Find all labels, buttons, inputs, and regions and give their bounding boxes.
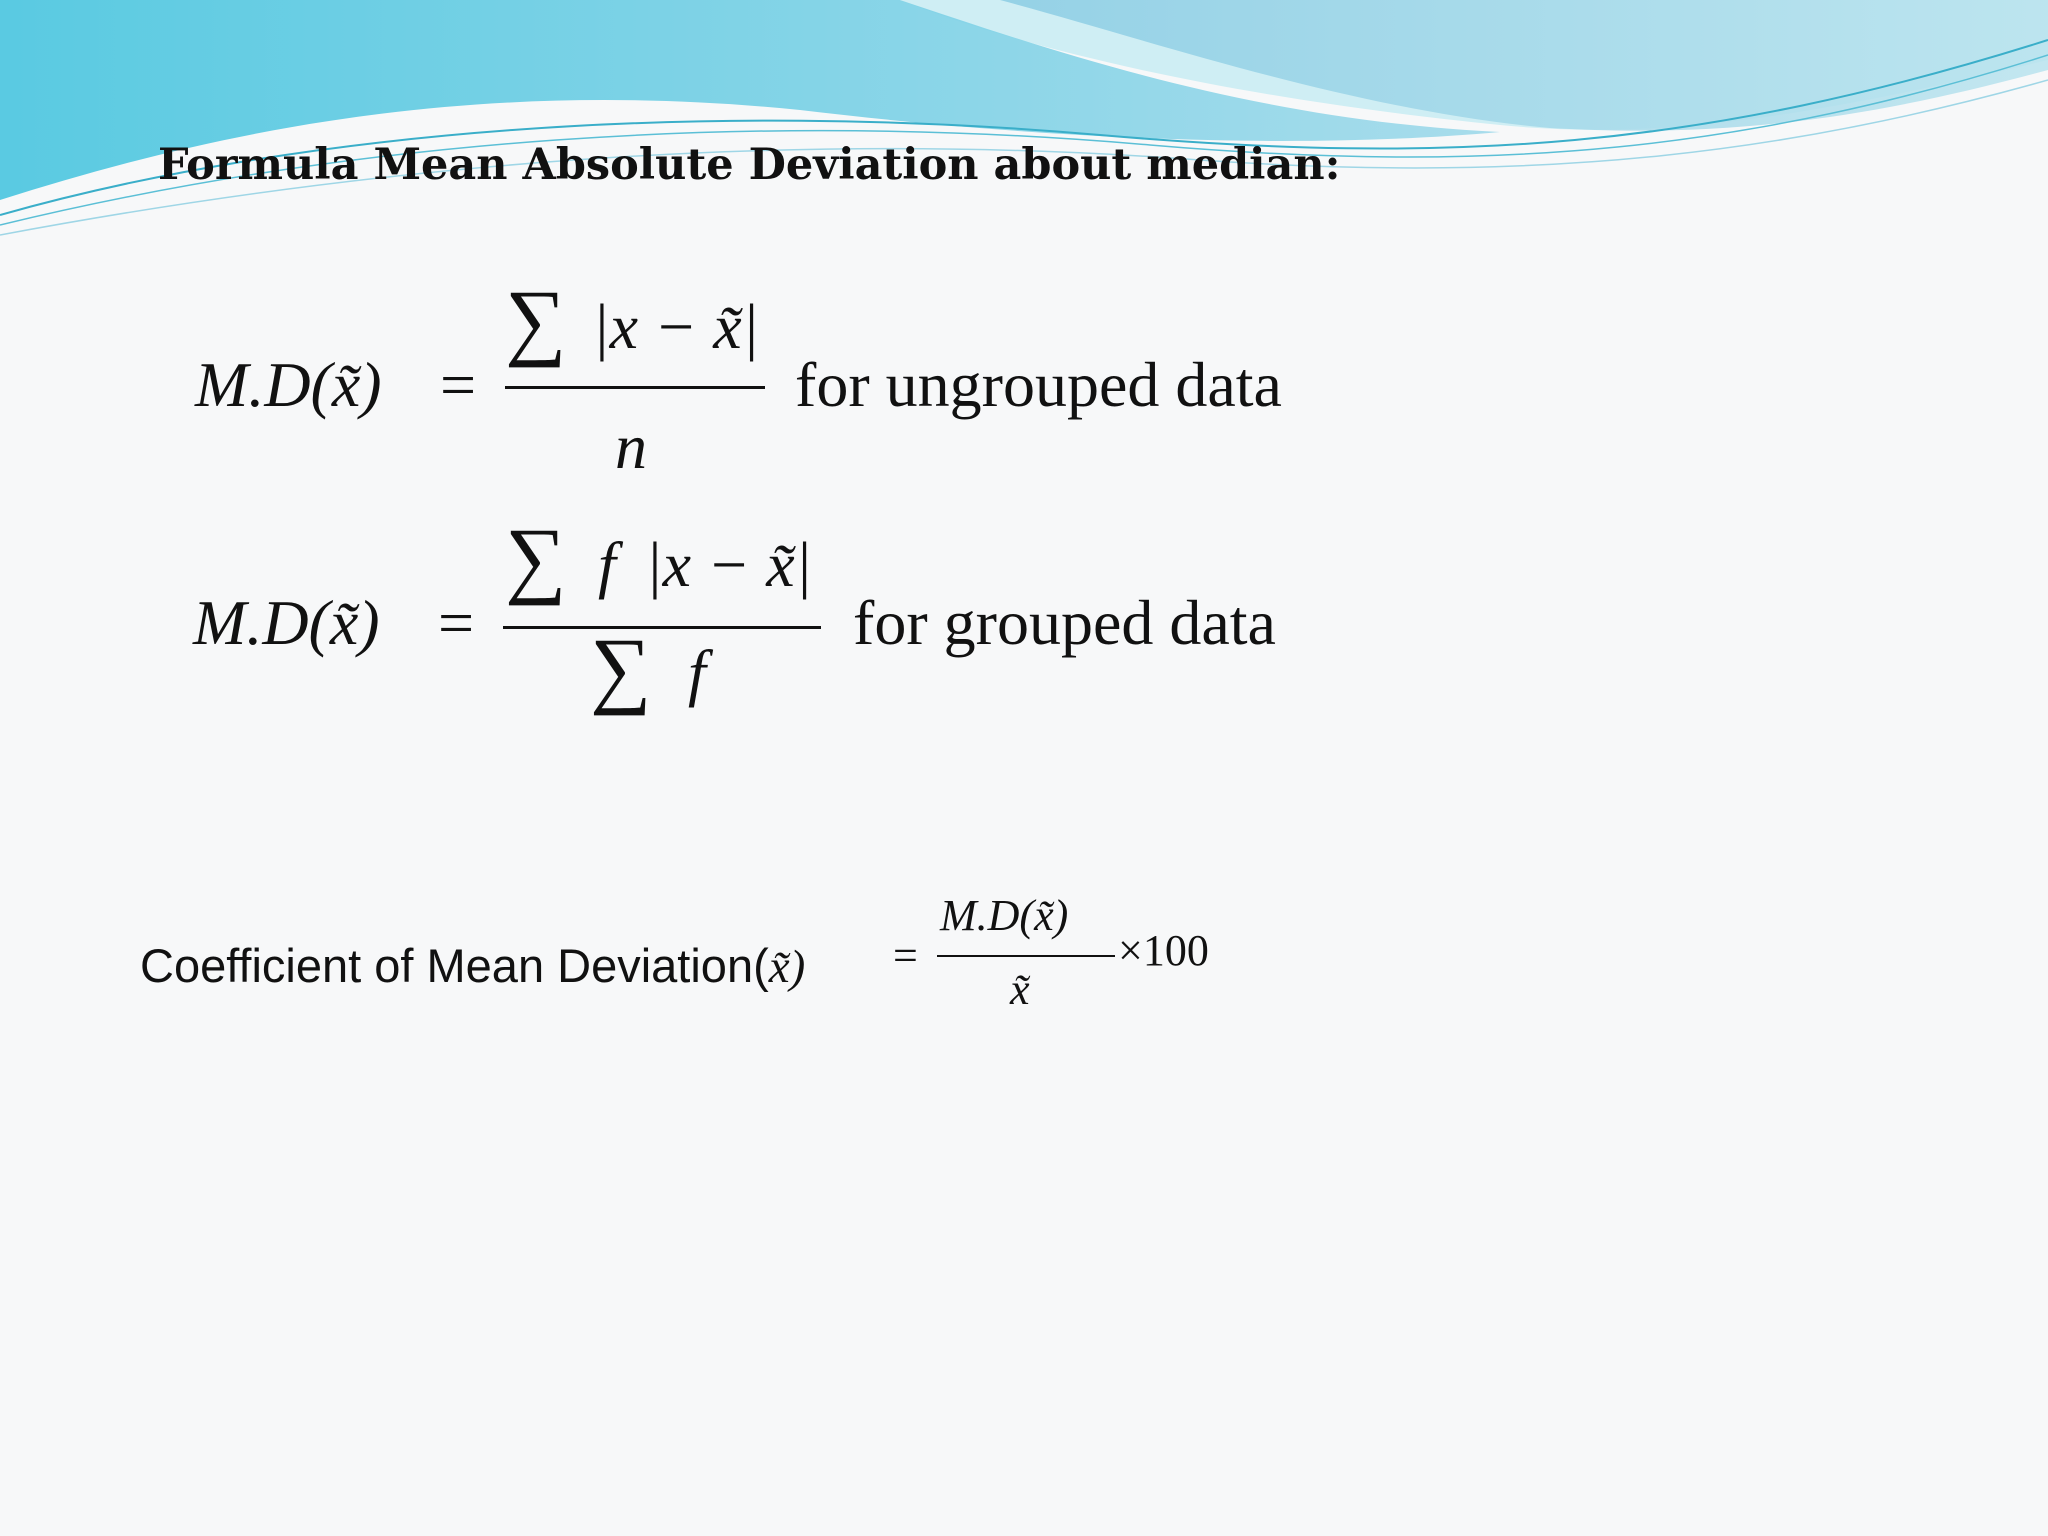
formula2-denominator: f: [688, 637, 706, 708]
slide-heading: Formula Mean Absolute Deviation about median:: [158, 140, 1341, 190]
formula2-sum-symbol: ∑: [505, 510, 567, 606]
formula1-numerator: |x − x̃|: [592, 291, 760, 362]
coefficient-label-symbol: x̃): [768, 941, 806, 993]
header-wave-decoration: [0, 0, 2048, 260]
formula2-numerator-f: f: [598, 529, 616, 600]
formula1-equals: =: [440, 349, 477, 420]
formula1-suffix: for ungrouped data: [795, 349, 1282, 420]
formula1-fraction-bar: [505, 386, 765, 389]
formula1-lhs: M.D(x̃): [195, 349, 382, 420]
formula2-numerator: |x − x̃|: [645, 529, 813, 600]
coefficient-label: [140, 938, 805, 994]
coefficient-label-text: Coefficient of Mean Deviation(: [140, 939, 769, 992]
formula2-denominator-sum-symbol: ∑: [590, 620, 652, 716]
coefficient-fraction-bar: [937, 955, 1115, 957]
formula1-sum-symbol: ∑: [505, 272, 567, 368]
coefficient-equals: =: [893, 931, 918, 980]
formula2-suffix: for grouped data: [853, 587, 1276, 658]
coefficient-denominator: x̃: [1010, 965, 1030, 1014]
coefficient-multiplier: ×100: [1118, 926, 1209, 975]
coefficient-numerator: M.D(x̃): [940, 891, 1069, 940]
formula2-fraction-bar: [503, 626, 821, 629]
formula2-lhs: M.D(x̃): [193, 587, 380, 658]
formula1-denominator: n: [615, 411, 647, 482]
formula2-equals: =: [438, 587, 475, 658]
